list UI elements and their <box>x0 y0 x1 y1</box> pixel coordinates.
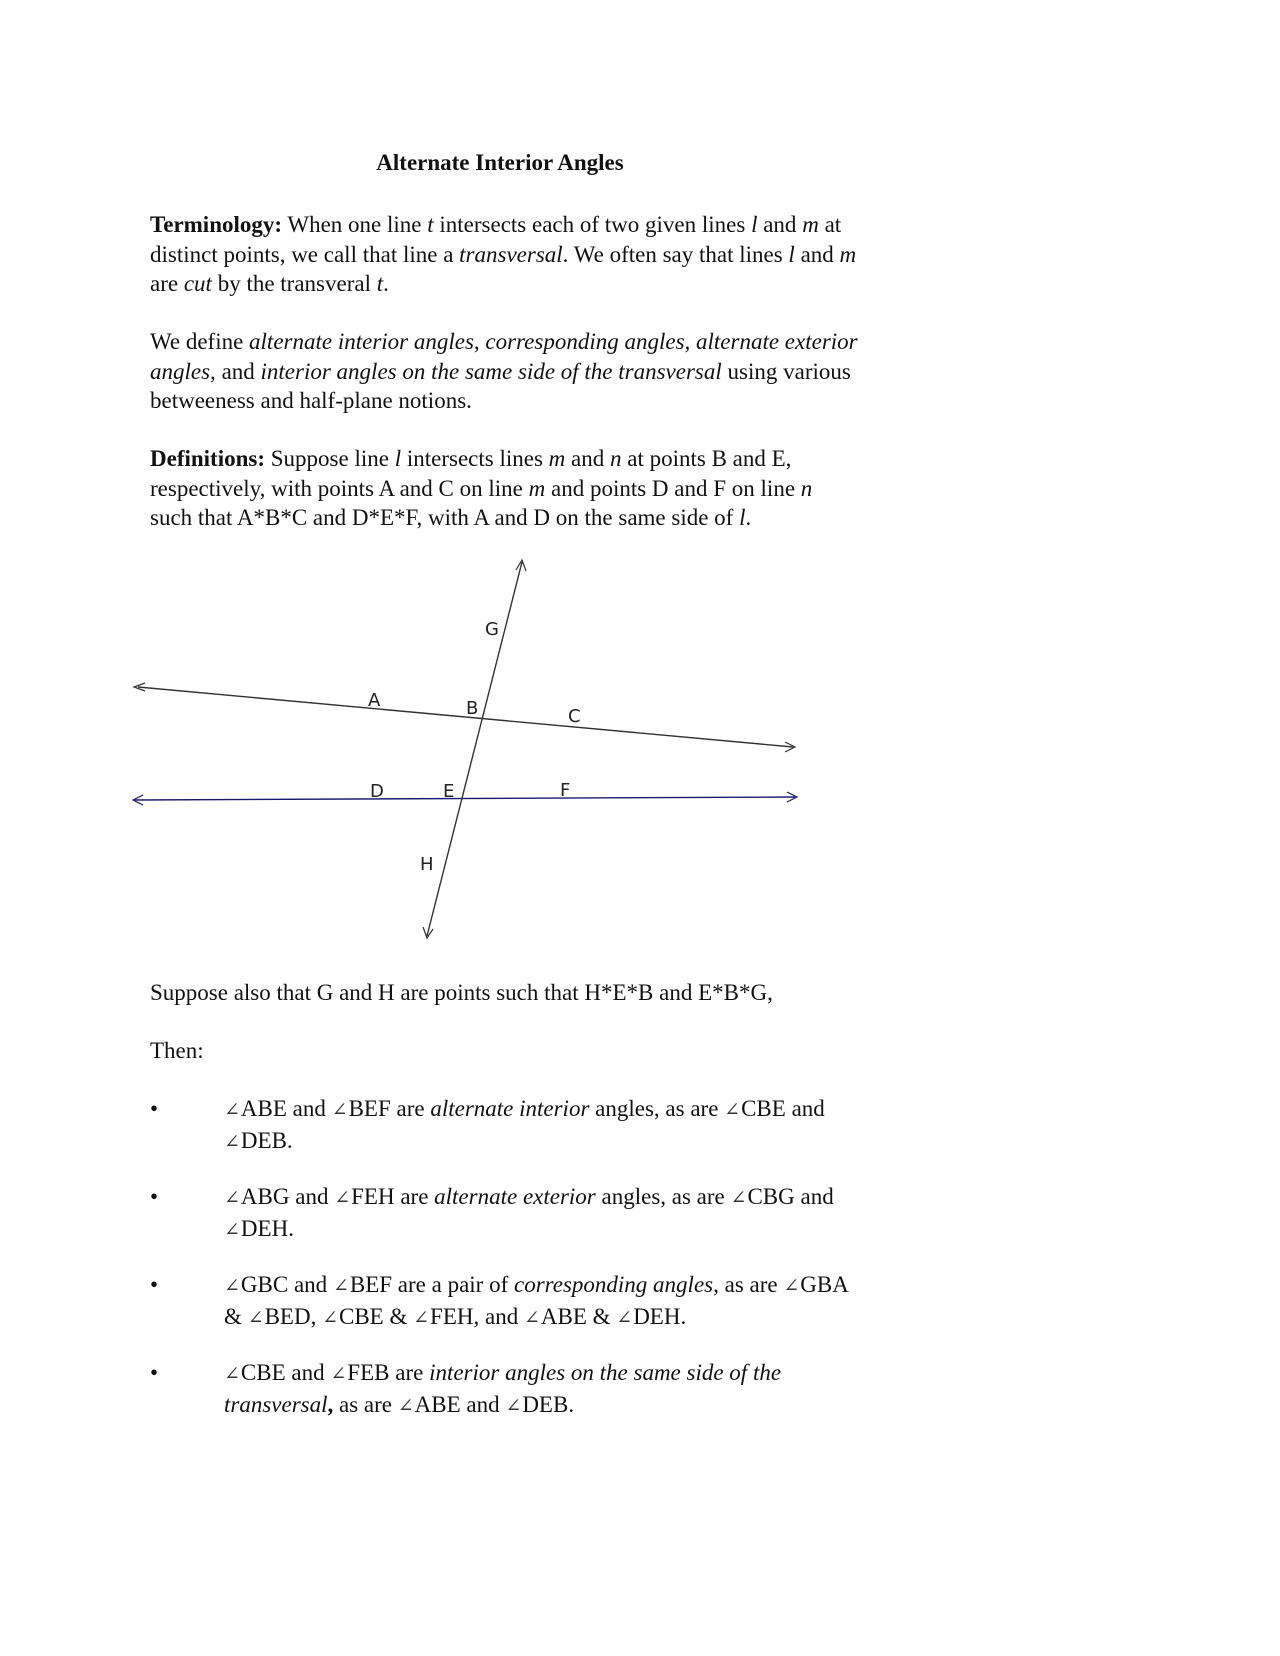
terminology-label: Terminology: <box>150 212 283 237</box>
label-c: C <box>568 706 581 727</box>
angle-name: BEF <box>349 1272 393 1297</box>
emphasis-term: alternate interior <box>430 1096 590 1121</box>
defined-terms: alternate interior angles, corresponding angles, alternate exterior angles, <box>150 329 858 384</box>
bullet-dot: • <box>150 1360 159 1385</box>
angle-name: ABE <box>414 1391 461 1417</box>
angle-symbol: ∠ <box>224 1364 240 1385</box>
angle-name: CBE <box>741 1096 786 1121</box>
angle-name: DEB <box>522 1391 569 1417</box>
transversal-diagram <box>125 552 845 952</box>
define-paragraph <box>150 327 860 416</box>
text-run: using various betweeness and half-plane notions. <box>150 358 851 413</box>
label-h: H <box>420 854 434 875</box>
text-run: are <box>150 271 184 296</box>
text-run: and points D and F on line <box>545 475 801 501</box>
text-run: and <box>794 241 840 267</box>
text-run: and <box>285 1360 331 1385</box>
text-run: and <box>794 1184 834 1209</box>
var-m: m <box>548 446 566 471</box>
term-transversal: transversal <box>459 241 563 267</box>
text-run: & <box>383 1303 414 1329</box>
text-run: & <box>224 1303 248 1329</box>
page-title: Alternate Interior Angles <box>376 150 624 175</box>
text-run: at distinct points, we call that line a <box>150 212 842 267</box>
text-run: and <box>215 358 261 384</box>
label-g: G <box>485 619 499 640</box>
line-n <box>135 797 795 800</box>
term-cut: cut <box>183 271 212 296</box>
definitions-paragraph <box>150 444 860 533</box>
angle-name: ABE <box>540 1303 587 1329</box>
text-run: angles, as are <box>589 1096 725 1121</box>
label-a: A <box>368 690 381 711</box>
text-run: and <box>460 1391 506 1417</box>
angle-symbol: ∠ <box>224 1100 240 1121</box>
angle-name: CBG <box>747 1184 795 1209</box>
var-l: l <box>739 505 746 530</box>
bullet-dot: • <box>150 1096 159 1121</box>
var-l: l <box>394 446 402 471</box>
text-run: and <box>288 1272 333 1297</box>
text-run: When one line <box>282 212 428 237</box>
angle-name: GBC <box>240 1272 289 1297</box>
emphasis-term: alternate exterior <box>434 1184 596 1209</box>
angle-name: BED <box>264 1303 311 1329</box>
text-run: , <box>327 1391 334 1417</box>
angle-symbol: ∠ <box>730 1188 747 1209</box>
angle-symbol: ∠ <box>224 1188 240 1209</box>
text-run: , as are <box>713 1272 784 1297</box>
text-run: . <box>745 505 752 530</box>
suppose-paragraph: Suppose also that G and H are points such that H*E*B and E*B*G, <box>150 980 773 1005</box>
var-n: n <box>800 475 813 501</box>
text-run: . <box>383 271 389 296</box>
text-run: and <box>757 212 803 237</box>
then-paragraph: Then: <box>150 1038 204 1063</box>
text-run: and <box>785 1096 825 1121</box>
terminology-paragraph <box>150 210 860 299</box>
text-run: , <box>310 1303 323 1329</box>
text-run: & <box>586 1303 617 1329</box>
var-m: m <box>802 212 819 237</box>
angle-symbol: ∠ <box>616 1307 633 1329</box>
bullet-dot: • <box>150 1184 159 1209</box>
angle-name: CBE <box>338 1303 384 1329</box>
text-run: intersects each of two given lines <box>433 212 752 237</box>
text-run: at points B and E, respectively, with points A and C on line <box>150 446 792 501</box>
transversal-line <box>427 562 522 936</box>
angle-name: DEB <box>240 1127 287 1153</box>
angle-symbol: ∠ <box>397 1395 414 1417</box>
angle-symbol: ∠ <box>247 1307 264 1329</box>
angle-symbol: ∠ <box>322 1307 338 1329</box>
emphasis-term: interior angles on the same side of the transversal <box>224 1360 782 1417</box>
var-n: n <box>609 446 622 471</box>
var-l: l <box>788 241 795 267</box>
angle-symbol: ∠ <box>523 1307 540 1329</box>
label-b: B <box>466 698 479 719</box>
var-t: t <box>427 212 434 237</box>
list-item-text <box>224 1358 864 1421</box>
text-run: intersects lines <box>401 446 549 471</box>
text-run: as are <box>333 1391 398 1417</box>
angle-symbol: ∠ <box>224 1219 240 1241</box>
angle-name: BEF <box>348 1096 391 1121</box>
angle-name: ABE <box>240 1096 287 1121</box>
angle-symbol: ∠ <box>783 1276 800 1297</box>
angle-symbol: ∠ <box>331 1100 348 1121</box>
text-run: . <box>286 1127 293 1153</box>
angle-symbol: ∠ <box>505 1395 522 1417</box>
text-run: , and <box>473 1303 524 1329</box>
list-item-text <box>224 1270 864 1333</box>
angle-name: GBA <box>800 1272 848 1297</box>
text-run: We define <box>150 329 250 354</box>
list-item-text <box>224 1094 864 1157</box>
label-d: D <box>370 781 384 802</box>
text-run: are <box>389 1360 430 1385</box>
angle-symbol: ∠ <box>334 1188 351 1209</box>
var-m: m <box>528 475 546 501</box>
text-run: and <box>565 446 610 471</box>
angle-name: DEH <box>633 1303 681 1329</box>
angle-symbol: ∠ <box>724 1100 741 1121</box>
text-run: . We often say that lines <box>562 241 789 267</box>
label-f: F <box>560 780 571 801</box>
text-run: Suppose line <box>265 446 395 471</box>
angle-name: FEH <box>351 1184 395 1209</box>
angle-symbol: ∠ <box>224 1276 240 1297</box>
text-run: by the transveral <box>211 271 377 296</box>
text-run: and <box>289 1184 335 1209</box>
angle-name: FEH <box>430 1303 474 1329</box>
text-run: . <box>680 1303 687 1329</box>
var-l: l <box>751 212 758 237</box>
text-run: and <box>286 1096 332 1121</box>
label-e: E <box>443 781 455 802</box>
angle-symbol: ∠ <box>332 1276 349 1297</box>
angle-name: FEB <box>347 1360 390 1385</box>
defined-terms: interior angles on the same side of the transversal <box>260 358 722 384</box>
angle-name: DEH <box>240 1215 289 1241</box>
text-run: are <box>390 1096 431 1121</box>
angle-symbol: ∠ <box>224 1131 240 1153</box>
text-run: angles, as are <box>595 1184 731 1209</box>
var-m: m <box>839 241 857 267</box>
angle-symbol: ∠ <box>413 1307 430 1329</box>
angle-name: ABG <box>240 1184 290 1209</box>
text-run: are <box>394 1184 435 1209</box>
angle-name: CBE <box>240 1360 286 1385</box>
bullet-dot: • <box>150 1272 159 1297</box>
text-run: . <box>288 1215 294 1241</box>
text-run: such that A*B*C and D*E*F, with A and D on the same side of <box>150 505 740 530</box>
text-run: . <box>568 1391 575 1417</box>
angle-symbol: ∠ <box>330 1364 347 1385</box>
emphasis-term: corresponding angles <box>514 1272 714 1297</box>
list-item-text <box>224 1182 864 1245</box>
var-t: t <box>376 271 384 296</box>
text-run: are a pair of <box>392 1272 514 1297</box>
definitions-label: Definitions: <box>150 446 265 471</box>
